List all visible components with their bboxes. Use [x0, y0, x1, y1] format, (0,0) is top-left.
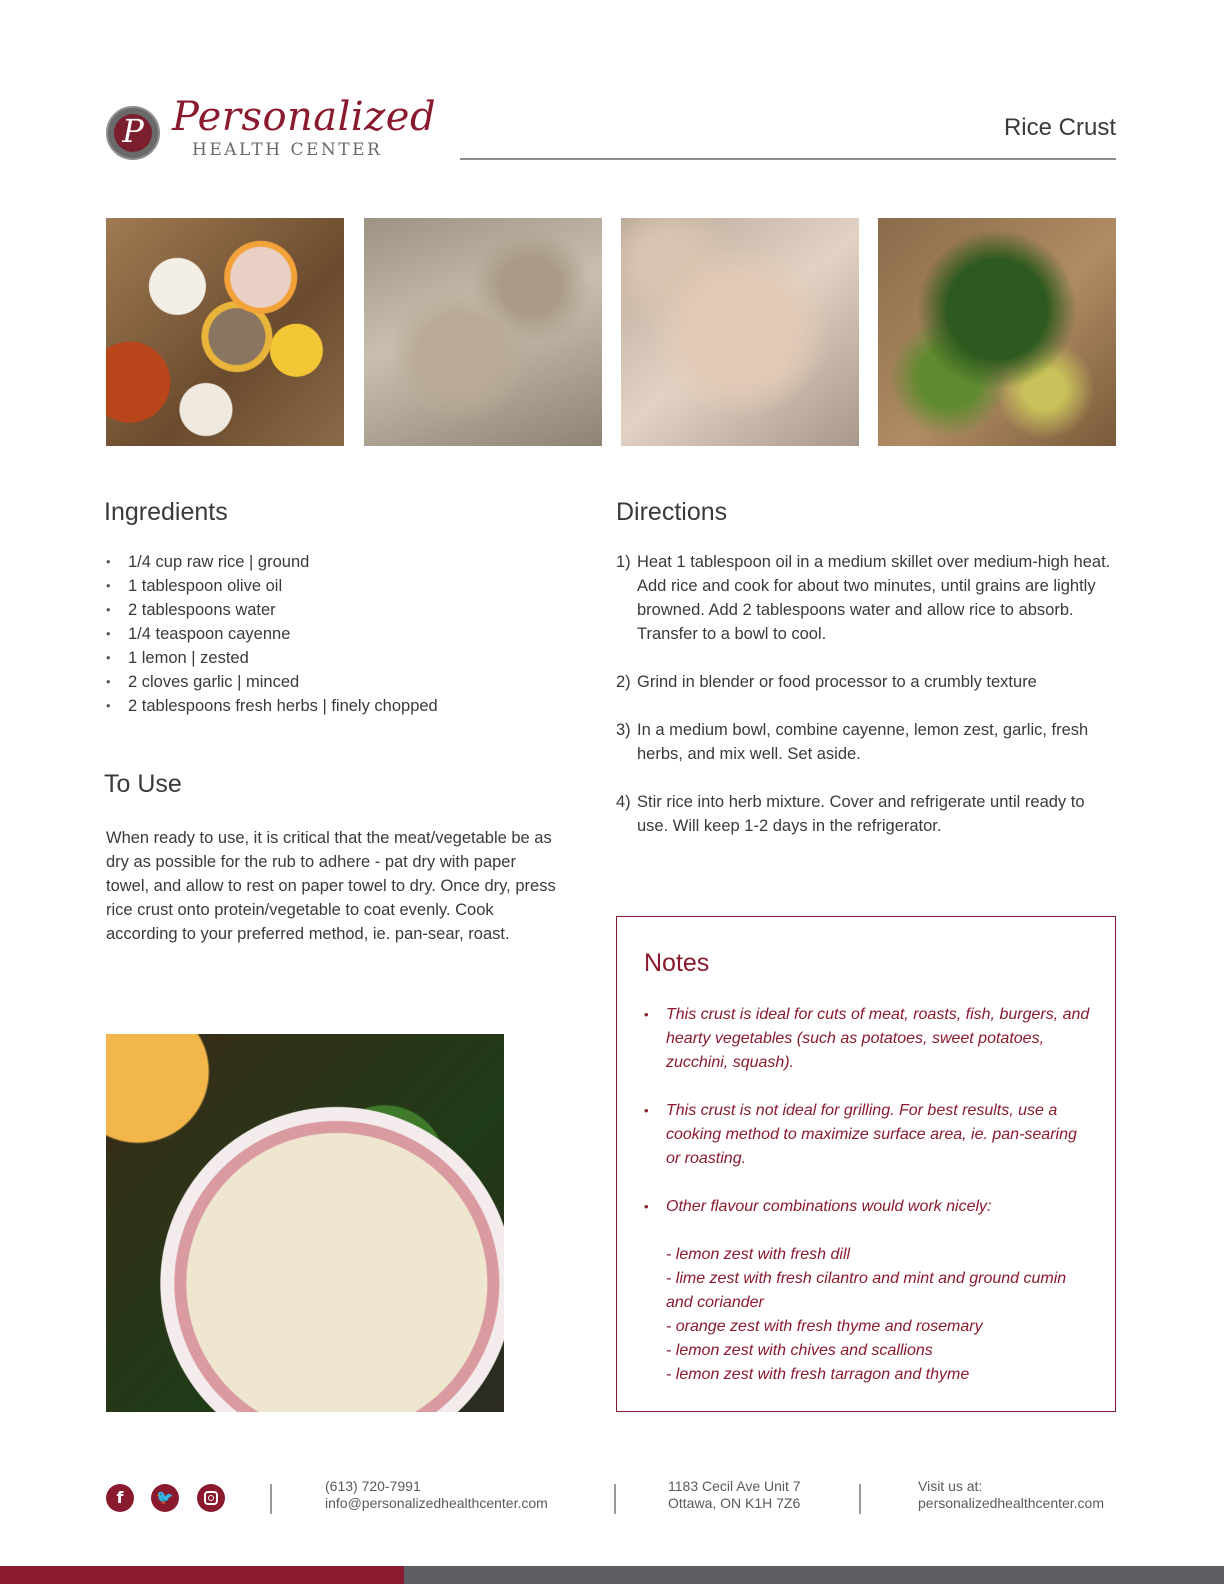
footer [0, 1478, 1224, 1538]
notes-box [616, 916, 1116, 1412]
ingredients-heading: Ingredients [104, 498, 228, 526]
step-text: In a medium bowl, combine cayenne, lemon zest, garlic, fresh herbs, and mix well. Set aside. [637, 721, 1089, 763]
footer-divider [270, 1484, 272, 1514]
logo-letter: P [122, 112, 144, 150]
footer-divider [614, 1484, 616, 1514]
rice-cooking-photo [364, 218, 602, 446]
direction-step [616, 670, 1112, 694]
combination-item: - lime zest with fresh cilantro and mint and ground cumin and coriander [666, 1270, 1067, 1311]
chopped-herbs-photo [878, 218, 1116, 446]
footer-bar-brand [0, 1566, 404, 1584]
step-number: 4) [616, 793, 631, 811]
document-title: Rice Crust [1003, 114, 1116, 141]
footer-address-line2: Ottawa, ON K1H 7Z6 [668, 1495, 801, 1511]
footer-website-link[interactable]: personalizedhealthcenter.com [918, 1495, 1105, 1511]
ingredients-photo [106, 218, 344, 446]
footer-phone[interactable]: (613) 720-7991 [325, 1478, 421, 1494]
combination-item: - lemon zest with fresh tarragon and thyme [666, 1366, 970, 1383]
to-use-heading: To Use [104, 770, 182, 798]
note-item-text: Other flavour combinations would work nicely: [666, 1198, 992, 1215]
notes-heading: Notes [644, 949, 710, 977]
list-item: • 2 cloves garlic | minced [106, 670, 566, 694]
step-number: 1) [616, 553, 631, 571]
combination-item: - lemon zest with chives and scallions [666, 1342, 933, 1359]
list-item: • 2 tablespoons fresh herbs | finely chopped [106, 694, 566, 718]
step-text: Grind in blender or food processor to a crumbly texture [637, 673, 1037, 691]
list-item: • 1/4 teaspoon cayenne [106, 622, 566, 646]
notes-list [644, 1003, 1094, 1411]
footer-contact [325, 1478, 548, 1512]
direction-step [616, 718, 1112, 766]
ground-rice-photo [621, 218, 859, 446]
note-item [644, 1195, 1094, 1387]
footer-bar-gray [404, 1566, 1224, 1584]
directions-list [616, 550, 1112, 862]
direction-step [616, 790, 1112, 838]
list-item: • 1/4 cup raw rice | ground [106, 550, 566, 574]
step-text: Heat 1 tablespoon oil in a medium skillet over medium-high heat. Add rice and cook for about two minutes, until grains are lightly browned. Add 2 tablespoons water and allow rice to absorb. Transfer to a bowl to cool. [637, 553, 1111, 643]
facebook-icon[interactable]: f [106, 1484, 134, 1512]
list-item: • 1 lemon | zested [106, 646, 566, 670]
footer-visit-label: Visit us at: [918, 1478, 983, 1494]
step-number: 3) [616, 721, 631, 739]
flavour-combinations [666, 1243, 1094, 1387]
logo [106, 94, 437, 164]
note-item: • This crust is not ideal for grilling. For best results, use a cooking method to maximize surface area, ie. pan-searing or roasting. [644, 1099, 1094, 1171]
footer-address [668, 1478, 801, 1512]
list-item: • 1 tablespoon olive oil [106, 574, 566, 598]
step-text: Stir rice into herb mixture. Cover and refrigerate until ready to use. Will keep 1-2 days in the refrigerator. [637, 793, 1085, 835]
combination-item: - lemon zest with fresh dill [666, 1246, 851, 1263]
twitter-icon[interactable]: 🐦 [151, 1484, 179, 1512]
logo-wordmark: Personalized [172, 94, 437, 140]
direction-step [616, 550, 1112, 646]
instagram-icon[interactable] [197, 1484, 225, 1512]
logo-mark-icon [106, 106, 160, 160]
rice-crust-bowl-photo [106, 1034, 504, 1412]
list-item: • 2 tablespoons water [106, 598, 566, 622]
note-item: • This crust is ideal for cuts of meat, roasts, fish, burgers, and hearty vegetables (such as potatoes, sweet potatoes, zucchini, squash). [644, 1003, 1094, 1075]
ingredients-list [106, 550, 566, 718]
footer-address-line1: 1183 Cecil Ave Unit 7 [668, 1478, 801, 1494]
step-number: 2) [616, 673, 631, 691]
logo-subtitle: HEALTH CENTER [192, 140, 383, 160]
footer-website [918, 1478, 1104, 1512]
footer-email[interactable]: info@personalizedhealthcenter.com [325, 1495, 548, 1511]
title-divider [460, 158, 1116, 160]
combination-item: - orange zest with fresh thyme and rosemary [666, 1318, 983, 1335]
to-use-text: When ready to use, it is critical that the meat/vegetable be as dry as possible for the rub to adhere - pat dry with paper towel, and allow to rest on paper towel to dry. Once dry, press rice crust onto protein/vegetable to coat evenly. Cook according to your preferred method, ie. pan-sear, roast. [106, 829, 556, 943]
footer-divider [859, 1484, 861, 1514]
directions-heading: Directions [616, 498, 728, 526]
